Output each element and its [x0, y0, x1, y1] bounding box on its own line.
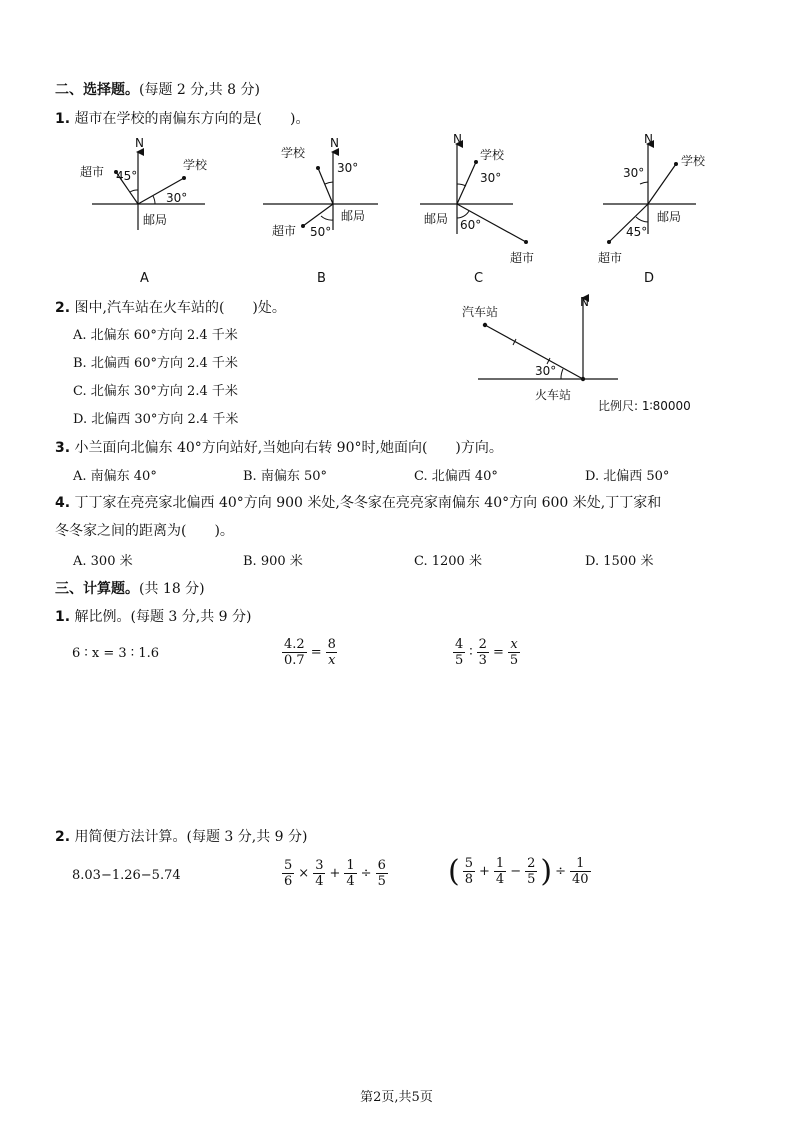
fraction: [570, 856, 591, 887]
section-3-title: 三、计算题。: [55, 581, 139, 597]
angle-label: 30°: [623, 166, 645, 180]
section-3-heading: [55, 578, 205, 598]
option-letter: A: [140, 271, 149, 286]
denominator: 4: [315, 874, 324, 889]
q4-option-d[interactable]: D. 1500 米: [585, 554, 654, 569]
question-1: [55, 108, 309, 128]
q3-option-a[interactable]: A. 南偏东 40°: [73, 469, 157, 484]
diagram-d: [598, 132, 706, 286]
numerator: x: [510, 637, 518, 652]
question-number: 2.: [55, 300, 71, 316]
fraction: [494, 856, 506, 887]
bus-station-label: 汽车站: [462, 305, 499, 319]
problem-text: 解比例。: [74, 609, 131, 625]
option-letter: D: [644, 271, 655, 286]
fraction: [282, 637, 307, 668]
angle-label: 45°: [626, 225, 648, 239]
q4-option-b[interactable]: B. 900 米: [243, 554, 303, 569]
question-number: 1.: [55, 111, 71, 127]
question-2: [55, 297, 286, 317]
option-letter: B: [317, 271, 326, 286]
denominator: 3: [478, 653, 487, 668]
operator: =: [492, 645, 504, 660]
school-label: 学校: [183, 158, 208, 172]
operator: ×: [298, 866, 310, 881]
denominator: 5: [377, 874, 386, 889]
numerator: 3: [315, 858, 324, 873]
angle-label: 30°: [480, 171, 502, 185]
fraction: [282, 858, 294, 889]
question-text: 图中,汽车站在火车站的( )处。: [74, 300, 286, 316]
post-office-label: 邮局: [341, 209, 366, 223]
numerator: 1: [576, 856, 585, 871]
numerator: 1: [346, 858, 355, 873]
q1-diagrams: [0, 130, 793, 290]
q2-option-d[interactable]: D. 北偏西 30°方向 2.4 千米: [73, 412, 239, 427]
q2-option-a[interactable]: A. 北偏东 60°方向 2.4 千米: [73, 328, 238, 343]
angle-label: 60°: [460, 218, 482, 232]
q2-map-diagram: [440, 290, 740, 420]
school-label: 学校: [681, 154, 706, 168]
denominator: 0.7: [284, 653, 305, 668]
post-office-label: 邮局: [424, 212, 449, 226]
numerator: 2: [478, 637, 487, 652]
numerator: 4.2: [284, 637, 305, 652]
q3-option-d[interactable]: D. 北偏西 50°: [585, 469, 670, 484]
fraction: [463, 856, 475, 887]
supermarket-label: 超市: [598, 251, 623, 265]
numerator: 8: [327, 637, 336, 652]
diagram-b: [263, 136, 378, 286]
numerator: 2: [527, 856, 536, 871]
operator: =: [310, 645, 322, 660]
north-label: N: [453, 132, 462, 146]
fraction: [313, 858, 325, 889]
diagram-a: [80, 136, 208, 286]
angle-label: 30°: [166, 191, 188, 205]
option-letter: C: [474, 271, 484, 286]
fraction: [477, 637, 489, 668]
supermarket-label: 超市: [272, 224, 297, 238]
fraction: [344, 858, 356, 889]
section-2-heading: [55, 79, 260, 99]
question-text: 小兰面向北偏东 40°方向站好,当她向右转 90°时,她面向( )方向。: [74, 440, 503, 456]
scale-label: 比例尺: 1∶80000: [598, 399, 691, 413]
fraction: [508, 637, 520, 668]
left-parenthesis: (: [448, 853, 460, 889]
school-label: 学校: [281, 146, 306, 160]
problem-note: (每题 3 分,共 9 分): [186, 829, 308, 845]
denominator: 5: [455, 653, 464, 668]
north-label: N: [135, 136, 144, 150]
train-station-label: 火车站: [535, 388, 572, 402]
problem-2-heading: [55, 826, 308, 846]
numerator: 6: [377, 858, 386, 873]
q2-option-b[interactable]: B. 北偏西 60°方向 2.4 千米: [73, 356, 238, 371]
proportion-expression-3: [452, 637, 521, 668]
section-3-note: (共 18 分): [139, 581, 205, 597]
north-label: N: [580, 295, 589, 309]
proportion-expression-1: [72, 646, 159, 661]
denominator: 8: [464, 872, 473, 887]
right-parenthesis: ): [540, 853, 553, 889]
numerator: 5: [284, 858, 293, 873]
denominator: 4: [346, 874, 355, 889]
angle-label: 30°: [535, 364, 557, 378]
operator: +: [329, 866, 341, 881]
calculation-expression-3: [448, 853, 592, 889]
proportion-expression-2: [281, 637, 339, 668]
fraction: [453, 637, 465, 668]
question-3: [55, 437, 503, 457]
denominator: 5: [509, 653, 519, 668]
problem-1-heading: [55, 606, 252, 626]
problem-text: 用简便方法计算。: [74, 829, 187, 845]
fraction: [326, 637, 338, 668]
denominator: 5: [527, 872, 536, 887]
operator: +: [479, 864, 490, 879]
q3-option-b[interactable]: B. 南偏东 50°: [243, 469, 327, 484]
q4-option-a[interactable]: A. 300 米: [73, 554, 133, 569]
page-footer: 第2页,共5页: [360, 1090, 433, 1105]
operator: −: [510, 864, 522, 879]
angle-label: 50°: [310, 225, 332, 239]
question-text: 丁丁家在亮亮家北偏西 40°方向 900 米处,冬冬家在亮亮家南偏东 40°方向 600 米处,丁丁家和: [74, 495, 662, 511]
angle-label: 45°: [116, 169, 138, 183]
question-4-line-2: 冬冬家之间的距离为( )。: [55, 523, 234, 539]
denominator: 6: [284, 874, 293, 889]
q2-option-c[interactable]: C. 北偏东 30°方向 2.4 千米: [73, 384, 238, 399]
calculation-expression-2: [281, 858, 389, 889]
north-label: N: [644, 132, 653, 146]
operator: ∶: [469, 645, 473, 660]
problem-number: 1.: [55, 609, 71, 625]
diagram-c: [420, 132, 534, 286]
section-2-title: 二、选择题。: [55, 82, 139, 98]
q3-option-c[interactable]: C. 北偏西 40°: [414, 469, 498, 484]
question-number: 3.: [55, 440, 71, 456]
angle-label: 30°: [337, 161, 359, 175]
problem-note: (每题 3 分,共 9 分): [130, 609, 252, 625]
question-text: 超市在学校的南偏东方向的是( )。: [74, 111, 310, 127]
expression-text: 6 ∶ x = 3 ∶ 1.6: [72, 646, 160, 661]
denominator: 4: [495, 872, 505, 887]
denominator: 40: [572, 872, 589, 887]
fraction: [525, 856, 537, 887]
expression-text: 8.03−1.26−5.74: [72, 868, 181, 883]
section-2-note: (每题 2 分,共 8 分): [139, 82, 260, 98]
fraction: [376, 858, 388, 889]
post-office-label: 邮局: [143, 213, 168, 227]
problem-number: 2.: [55, 829, 71, 845]
question-4: [55, 492, 661, 512]
calculation-expression-1: [72, 868, 181, 883]
post-office-label: 邮局: [657, 210, 682, 224]
question-number: 4.: [55, 495, 71, 511]
operator: ÷: [360, 866, 372, 881]
numerator: 5: [464, 856, 473, 871]
operator: ÷: [555, 864, 566, 879]
north-label: N: [330, 136, 339, 150]
school-label: 学校: [480, 148, 505, 162]
supermarket-label: 超市: [510, 251, 535, 265]
denominator: x: [328, 653, 336, 668]
numerator: 1: [495, 856, 505, 871]
numerator: 4: [455, 637, 464, 652]
q4-option-c[interactable]: C. 1200 米: [414, 554, 482, 569]
supermarket-label: 超市: [80, 165, 105, 179]
